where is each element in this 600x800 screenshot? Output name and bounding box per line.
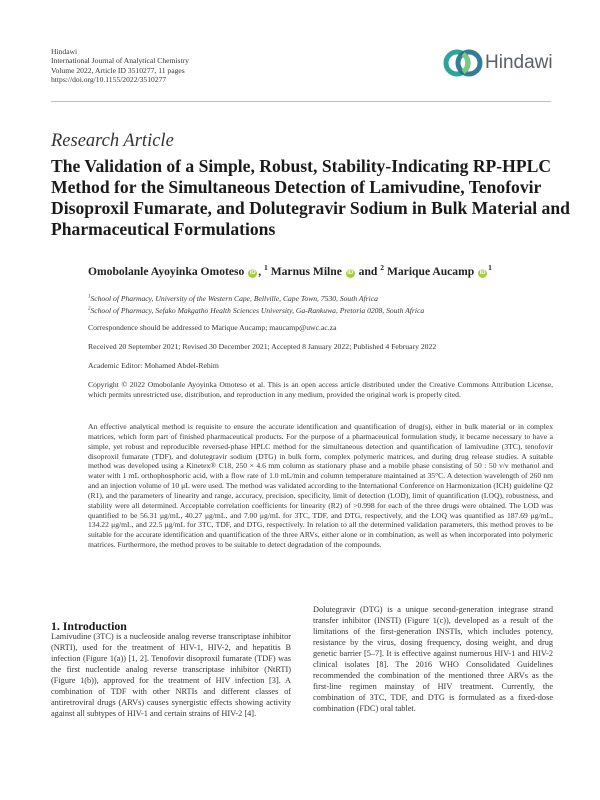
article-type: Research Article bbox=[51, 131, 174, 151]
author-affiliation-mark: 1 bbox=[264, 263, 268, 272]
hindawi-logo bbox=[443, 44, 553, 82]
body-column-right: Dolutegravir (DTG) is a unique second-generation integrase strand transfer inhibitor (INSTI) (Figure 1(c)), developed as a result of the limitations of the first-generation INSTIs, which includes potency, resistance by the virus, dosing frequency, dosing weight, and drug genetic barrier [5–7]. It is effective against numerous HIV-1 and HIV-2 clinical isolates [8]. The 2016 WHO Consolidated Guidelines recommended the combination of the mentioned three ARVs as the first-line regimen mainstay of HIV treatment. Currently, the combination of 3TC, TDF, and DTG is formulated as a fixed-dose combination (FDC) oral tablet. bbox=[313, 605, 553, 714]
orcid-icon[interactable]: iD bbox=[347, 269, 354, 276]
abstract: An effective analytical method is requisite to ensure the accurate identification and quantification of drug(s), either in bulk material or in complex matrices, which form part of finished pharmaceutical products. For the purpose of a pharmaceutical formulation study, it became necessary to have a simple, yet robust and reproducible reversed-phase HPLC method for the simultaneous detection and quantification of lamivudine (3TC), tenofovir disoproxil fumarate (TDF), and dolutegravir sodium (DTG) in bulk form, complex polymeric matrices, and during drug release studies. A suitable method was developed using a Kinetex® C18, 250 × 4.6 mm column as stationary phase and a mobile phase consisting of 50 : 50 v/v methanol and water with 1 mL orthophosphoric acid, with a flow rate of 1.0 mL/min and column temperature maintained at 35°C. A detection wavelength of 260 nm and an injection volume of 10 μL were used. The method was validated according to the International Conference on Harmonization (ICH) guideline Q2 (R1), and the parameters of linearity and range, accuracy, precision, specificity, limit of detection (LOD), limit of quantification (LOQ), robustness, and stability were all determined. Acceptable correlation coefficients for linearity (R2) of >0.998 for each of the three drugs were obtained. The LOD was quantified to be 56.31 μg/mL, 40.27 μg/mL, and 7.00 μg/mL for 3TC, TDF, and DTG, respectively, and the LOQ was quantified as 187.69 μg/mL, 134.22 μg/mL, and 22.5 μg/mL for 3TC, TDF, and DTG, respectively. In relation to all the determined validation parameters, this method proves to be suitable for the accurate identification and quantification of the three ARVs, either alone or in combination, as well as when incorporated into polymeric matrices. Furthermore, the method proves to be suitable to detect degradation of the compounds. bbox=[88, 422, 553, 550]
author-affiliation-mark: 2 bbox=[380, 263, 385, 272]
author-name[interactable]: Omobolanle Ayoyinka Omoteso bbox=[88, 264, 245, 278]
academic-editor: Academic Editor: Mohamed Abdel-Rehim bbox=[88, 361, 219, 370]
author-list: Omobolanle Ayoyinka Omoteso iD , $^1$ Marnus Milne iD and $^2$ Marique Aucamp $iD^1$ bbox=[88, 263, 492, 278]
orcid-icon[interactable]: iD bbox=[249, 269, 256, 276]
author-affiliation-mark: 1 bbox=[488, 263, 492, 272]
author-name[interactable]: Marnus Milne bbox=[270, 264, 342, 278]
author-name[interactable]: Marique Aucamp bbox=[386, 264, 475, 278]
header-divider bbox=[51, 101, 551, 102]
body-column-left: Lamivudine (3TC) is a nucleoside analog reverse transcriptase inhibitor (NRTI), used for the treatment of HIV-1, HIV-2, and hepatitis B infection (Figure 1(a)) [1, 2]. Tenofovir disoproxil fumarate (TDF) was the first nucleotide analog reverse transcriptase inhibitor (NtRTI) (Figure 1(b)), approved for the treatment of HIV infection [3]. A combination of TDF with other NRTIs and different classes of antiretroviral drugs (ARVs) causes synergistic effects showing activity against all subtypes of HIV-1 and certain strains of HIV-2 [4]. bbox=[51, 632, 291, 719]
article-title: The Validation of a Simple, Robust, Stability-Indicating RP-HPLC Method for the Simultaneous Detection of Lamivudine, Tenofovir Disoproxil Fumarate, and Dolutegravir Sodium in Bulk Material and Pharmaceutical Formulations bbox=[51, 156, 570, 239]
copyright-notice: Copyright © 2022 Omobolanle Ayoyinka Omoteso et al. This is an open access article distributed under the Creative Commons Attribution License, which permits unrestricted use, distribution, and reproduction in any medium, provided the original work is properly cited. bbox=[88, 380, 553, 399]
dates-line: Received 20 September 2021; Revised 30 December 2021; Accepted 8 January 2022; Published 4 February 2022 bbox=[88, 342, 437, 351]
section-heading: 1. Introduction bbox=[51, 619, 127, 633]
logo-wordmark: Hindawi bbox=[485, 52, 553, 73]
correspondence-line: Correspondence should be addressed to Marique Aucamp; maucamp@uwc.ac.za bbox=[88, 323, 337, 332]
orcid-icon[interactable]: iD bbox=[479, 269, 486, 276]
affiliation-2: $^2$School of Pharmacy, Sefako Makgatho Health Sciences University, Ga-Rankuwa, Pretoria 0208, South Africa bbox=[88, 306, 425, 315]
publisher-name: Hindawi bbox=[51, 47, 78, 56]
hindawi-logo-icon bbox=[443, 46, 483, 80]
journal-name: International Journal of Analytical Chemistry bbox=[51, 56, 189, 66]
volume-line: Volume 2022, Article ID 3510277, 11 pages bbox=[51, 65, 185, 75]
affiliation-1: $^1$School of Pharmacy, University of the Western Cape, Bellville, Cape Town, 7530, South Africa bbox=[88, 294, 378, 303]
journal-header bbox=[51, 47, 189, 84]
doi-link[interactable]: https://doi.org/10.1155/2022/3510277 bbox=[51, 74, 167, 84]
